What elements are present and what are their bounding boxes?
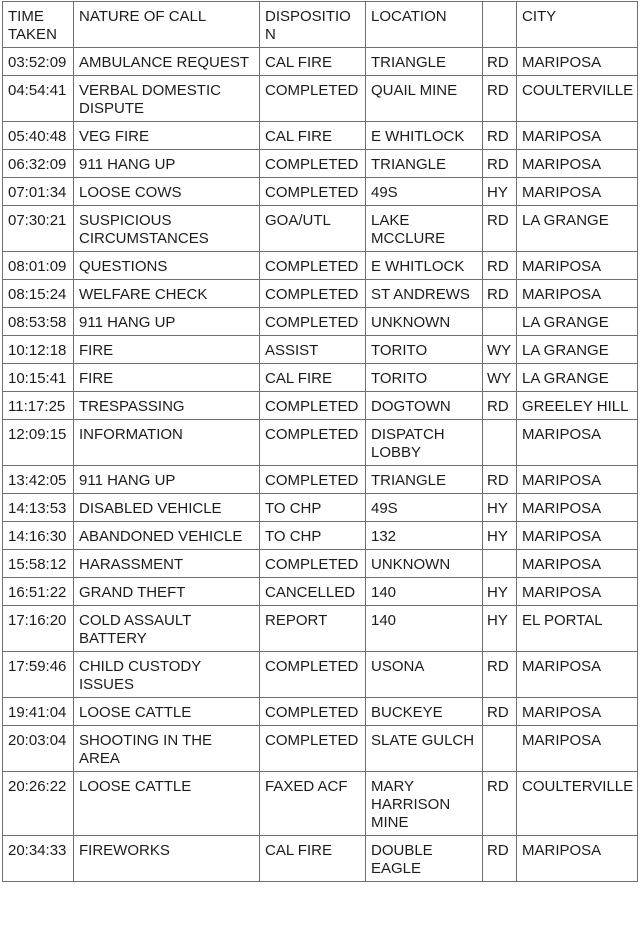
table-row [3,150,638,178]
cell-nature-of-call: FIREWORKS [74,836,260,882]
cell-disposition: COMPLETED [260,178,366,206]
cell-nature-of-call: 911 HANG UP [74,466,260,494]
cell-disposition: COMPLETED [260,550,366,578]
cell-location: 140 [366,578,483,606]
table-row [3,252,638,280]
table-row [3,652,638,698]
header-time-taken: TIME TAKEN [3,2,74,48]
cell-city: MARIPOSA [517,178,638,206]
header-disposition: DISPOSITION [260,2,366,48]
cell-street-suffix [483,308,517,336]
cell-disposition: CAL FIRE [260,836,366,882]
cell-city: MARIPOSA [517,726,638,772]
cell-location: DOGTOWN [366,392,483,420]
table-row [3,76,638,122]
table-row [3,466,638,494]
cell-nature-of-call: SUSPICIOUS CIRCUMSTANCES [74,206,260,252]
header-street-suffix [483,2,517,48]
cell-street-suffix: RD [483,698,517,726]
cell-disposition: CANCELLED [260,578,366,606]
cell-nature-of-call: LOOSE CATTLE [74,772,260,836]
cell-disposition: REPORT [260,606,366,652]
header-location: LOCATION [366,2,483,48]
cell-street-suffix: RD [483,466,517,494]
cell-city: LA GRANGE [517,336,638,364]
cell-city: COULTERVILLE [517,772,638,836]
cell-location: UNKNOWN [366,550,483,578]
cell-disposition: CAL FIRE [260,48,366,76]
cell-disposition: COMPLETED [260,76,366,122]
cell-city: GREELEY HILL [517,392,638,420]
cell-location: TRIANGLE [366,48,483,76]
table-row [3,280,638,308]
cell-city: MARIPOSA [517,466,638,494]
header-city: CITY [517,2,638,48]
cell-street-suffix: RD [483,48,517,76]
cell-disposition: COMPLETED [260,420,366,466]
cell-location: BUCKEYE [366,698,483,726]
cell-time-taken: 10:15:41 [3,364,74,392]
cell-location: DOUBLE EAGLE [366,836,483,882]
cell-time-taken: 03:52:09 [3,48,74,76]
cell-nature-of-call: ABANDONED VEHICLE [74,522,260,550]
cell-nature-of-call: FIRE [74,364,260,392]
cell-nature-of-call: SHOOTING IN THE AREA [74,726,260,772]
cell-city: MARIPOSA [517,420,638,466]
cell-city: MARIPOSA [517,652,638,698]
cell-city: MARIPOSA [517,578,638,606]
table-row [3,522,638,550]
cell-location: 49S [366,494,483,522]
cell-location: SLATE GULCH [366,726,483,772]
table-body [3,48,638,882]
table-row [3,364,638,392]
cell-city: MARIPOSA [517,48,638,76]
cell-location: 49S [366,178,483,206]
cell-location: TRIANGLE [366,150,483,178]
cell-street-suffix: RD [483,652,517,698]
cell-time-taken: 20:26:22 [3,772,74,836]
cell-time-taken: 14:13:53 [3,494,74,522]
cell-disposition: TO CHP [260,522,366,550]
table-row [3,178,638,206]
cell-city: MARIPOSA [517,280,638,308]
cell-location: QUAIL MINE [366,76,483,122]
cell-nature-of-call: 911 HANG UP [74,150,260,178]
table-row [3,420,638,466]
cell-street-suffix: HY [483,606,517,652]
cell-nature-of-call: AMBULANCE REQUEST [74,48,260,76]
cell-street-suffix: RD [483,122,517,150]
cell-city: EL PORTAL [517,606,638,652]
cell-street-suffix: HY [483,494,517,522]
cell-time-taken: 12:09:15 [3,420,74,466]
cell-location: E WHITLOCK [366,252,483,280]
table-row [3,698,638,726]
cell-street-suffix: RD [483,836,517,882]
cell-disposition: COMPLETED [260,726,366,772]
cell-time-taken: 17:16:20 [3,606,74,652]
table-row [3,550,638,578]
cell-city: LA GRANGE [517,308,638,336]
cell-time-taken: 20:34:33 [3,836,74,882]
cell-city: MARIPOSA [517,252,638,280]
cell-time-taken: 13:42:05 [3,466,74,494]
cell-time-taken: 05:40:48 [3,122,74,150]
cell-location: LAKE MCCLURE [366,206,483,252]
table-row [3,606,638,652]
cell-disposition: COMPLETED [260,698,366,726]
cell-time-taken: 14:16:30 [3,522,74,550]
cell-city: MARIPOSA [517,836,638,882]
cell-nature-of-call: VERBAL DOMESTIC DISPUTE [74,76,260,122]
table-row [3,48,638,76]
cell-time-taken: 07:30:21 [3,206,74,252]
cell-time-taken: 08:15:24 [3,280,74,308]
cell-disposition: COMPLETED [260,308,366,336]
cell-location: TORITO [366,336,483,364]
header-row [3,2,638,48]
cell-disposition: COMPLETED [260,150,366,178]
cell-time-taken: 19:41:04 [3,698,74,726]
cell-street-suffix: RD [483,392,517,420]
cell-disposition: FAXED ACF [260,772,366,836]
cell-time-taken: 16:51:22 [3,578,74,606]
cell-location: UNKNOWN [366,308,483,336]
cell-city: MARIPOSA [517,150,638,178]
call-log-table [2,1,638,882]
cell-nature-of-call: INFORMATION [74,420,260,466]
table-row [3,836,638,882]
cell-location: ST ANDREWS [366,280,483,308]
cell-time-taken: 08:01:09 [3,252,74,280]
cell-disposition: CAL FIRE [260,122,366,150]
cell-nature-of-call: CHILD CUSTODY ISSUES [74,652,260,698]
cell-disposition: COMPLETED [260,252,366,280]
cell-street-suffix: WY [483,364,517,392]
cell-street-suffix [483,550,517,578]
cell-location: 140 [366,606,483,652]
cell-street-suffix: RD [483,150,517,178]
cell-time-taken: 15:58:12 [3,550,74,578]
table-row [3,392,638,420]
cell-street-suffix: WY [483,336,517,364]
cell-street-suffix: HY [483,522,517,550]
table-row [3,494,638,522]
cell-time-taken: 10:12:18 [3,336,74,364]
cell-nature-of-call: VEG FIRE [74,122,260,150]
cell-nature-of-call: FIRE [74,336,260,364]
cell-street-suffix [483,726,517,772]
table-row [3,308,638,336]
cell-nature-of-call: HARASSMENT [74,550,260,578]
cell-location: MARY HARRISON MINE [366,772,483,836]
cell-street-suffix: RD [483,280,517,308]
cell-time-taken: 04:54:41 [3,76,74,122]
cell-time-taken: 06:32:09 [3,150,74,178]
cell-disposition: TO CHP [260,494,366,522]
cell-location: E WHITLOCK [366,122,483,150]
cell-nature-of-call: LOOSE COWS [74,178,260,206]
cell-city: MARIPOSA [517,122,638,150]
cell-location: TRIANGLE [366,466,483,494]
cell-nature-of-call: QUESTIONS [74,252,260,280]
cell-disposition: COMPLETED [260,652,366,698]
cell-city: LA GRANGE [517,364,638,392]
cell-location: DISPATCH LOBBY [366,420,483,466]
cell-street-suffix: HY [483,578,517,606]
cell-location: TORITO [366,364,483,392]
cell-location: USONA [366,652,483,698]
table-row [3,578,638,606]
cell-street-suffix: HY [483,178,517,206]
cell-disposition: COMPLETED [260,466,366,494]
cell-city: MARIPOSA [517,494,638,522]
table-row [3,726,638,772]
cell-street-suffix: RD [483,772,517,836]
table-header [3,2,638,48]
cell-nature-of-call: TRESPASSING [74,392,260,420]
cell-city: MARIPOSA [517,698,638,726]
cell-time-taken: 11:17:25 [3,392,74,420]
cell-disposition: COMPLETED [260,280,366,308]
cell-time-taken: 08:53:58 [3,308,74,336]
cell-time-taken: 20:03:04 [3,726,74,772]
cell-disposition: GOA/UTL [260,206,366,252]
cell-disposition: CAL FIRE [260,364,366,392]
cell-street-suffix [483,420,517,466]
cell-city: COULTERVILLE [517,76,638,122]
cell-city: MARIPOSA [517,522,638,550]
cell-time-taken: 07:01:34 [3,178,74,206]
header-nature-of-call: NATURE OF CALL [74,2,260,48]
cell-nature-of-call: WELFARE CHECK [74,280,260,308]
cell-location: 132 [366,522,483,550]
cell-street-suffix: RD [483,76,517,122]
cell-nature-of-call: LOOSE CATTLE [74,698,260,726]
cell-nature-of-call: 911 HANG UP [74,308,260,336]
cell-disposition: COMPLETED [260,392,366,420]
cell-nature-of-call: GRAND THEFT [74,578,260,606]
cell-disposition: ASSIST [260,336,366,364]
cell-street-suffix: RD [483,252,517,280]
table-row [3,772,638,836]
cell-time-taken: 17:59:46 [3,652,74,698]
table-row [3,122,638,150]
cell-city: LA GRANGE [517,206,638,252]
table-row [3,336,638,364]
cell-nature-of-call: COLD ASSAULT BATTERY [74,606,260,652]
cell-nature-of-call: DISABLED VEHICLE [74,494,260,522]
table-row [3,206,638,252]
cell-street-suffix: RD [483,206,517,252]
cell-city: MARIPOSA [517,550,638,578]
